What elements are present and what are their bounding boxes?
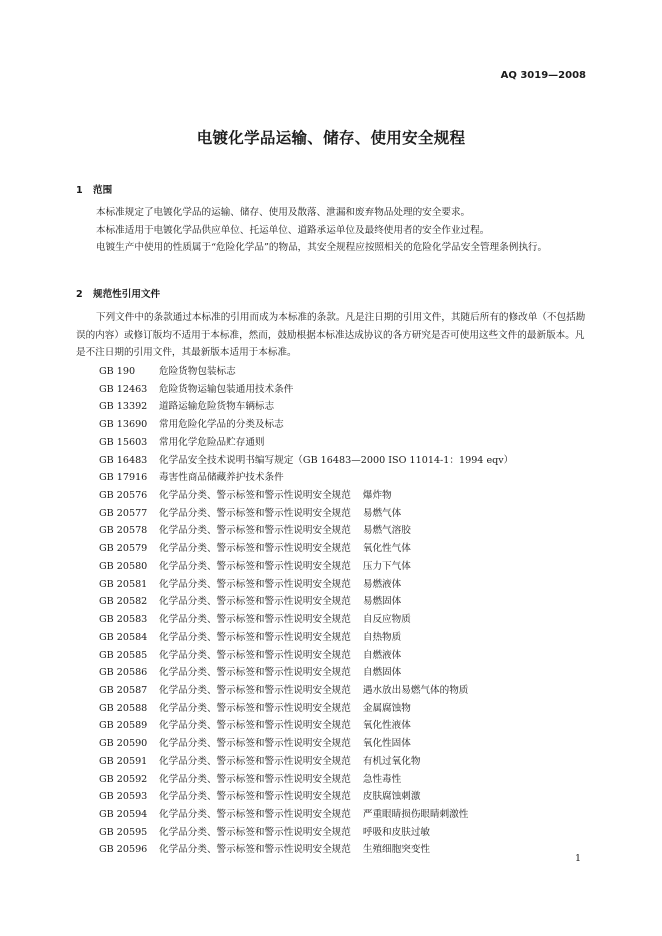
reference-item [99, 540, 579, 558]
reference-title: 化学品分类、警示标签和警示性说明安全规范 [159, 560, 351, 572]
reference-code: GB 20580 [99, 560, 148, 572]
reference-code: GB 17916 [99, 472, 148, 484]
reference-code: GB 20588 [99, 702, 148, 714]
reference-code: GB 20591 [99, 755, 148, 767]
reference-item [99, 505, 579, 523]
reference-item [99, 824, 579, 842]
reference-code: GB 15603 [99, 436, 148, 448]
reference-item [99, 469, 579, 487]
reference-item [99, 664, 579, 682]
reference-title: 化学品分类、警示标签和警示性说明安全规范 [159, 631, 351, 643]
paragraph: 下列文件中的条款通过本标准的引用而成为本标准的条款。凡是注日期的引用文件，其随后所有的修改单（不包括勘误的内容）或修订版均不适用于本标准，然而，鼓励根据本标准达成协议的各方研究是否可使用这些文件的最新版本。凡是不注日期的引用文件，其最新版本适用于本标准。 [76, 312, 586, 358]
reference-title: 道路运输危险货物车辆标志 [159, 401, 275, 413]
reference-subtitle: 急性毒性 [362, 773, 402, 785]
reference-title: 化学品分类、警示标签和警示性说明安全规范 [159, 791, 351, 803]
reference-subtitle: 有机过氧化物 [362, 755, 421, 767]
reference-item [99, 452, 579, 470]
reference-subtitle: 爆炸物 [362, 490, 392, 502]
reference-item [99, 788, 579, 806]
reference-item [99, 558, 579, 576]
reference-code: GB 20589 [99, 720, 148, 732]
reference-subtitle: 皮肤腐蚀刺激 [362, 791, 421, 803]
reference-title: 化学品分类、警示标签和警示性说明安全规范 [159, 507, 351, 519]
reference-title: 化学品分类、警示标签和警示性说明安全规范 [159, 490, 351, 502]
reference-subtitle: 氧化性液体 [362, 720, 411, 732]
reference-subtitle: 遇水放出易燃气体的物质 [362, 684, 469, 696]
reference-item [99, 841, 579, 859]
reference-subtitle: 氧化性气体 [362, 543, 411, 555]
reference-title: 化学品分类、警示标签和警示性说明安全规范 [159, 614, 351, 626]
reference-subtitle: 自燃液体 [362, 649, 402, 661]
reference-list [99, 363, 579, 859]
reference-item [99, 398, 579, 416]
reference-code: GB 20594 [99, 808, 148, 820]
reference-subtitle: 严重眼睛损伤眼睛刺激性 [362, 808, 469, 820]
reference-title: 化学品分类、警示标签和警示性说明安全规范 [159, 826, 351, 838]
reference-title: 常用危险化学品的分类及标志 [159, 419, 284, 431]
reference-subtitle: 易燃气体 [362, 507, 402, 519]
reference-title: 化学品分类、警示标签和警示性说明安全规范 [159, 773, 351, 785]
reference-item [99, 647, 579, 665]
reference-item [99, 363, 579, 381]
reference-code: GB 20593 [99, 791, 148, 803]
reference-code: GB 12463 [99, 383, 148, 395]
reference-code: GB 20576 [99, 490, 148, 502]
reference-code: GB 20583 [99, 614, 148, 626]
reference-code: GB 20596 [99, 844, 148, 856]
page-number: 1 [575, 853, 582, 864]
reference-title: 化学品分类、警示标签和警示性说明安全规范 [159, 808, 351, 820]
reference-item [99, 771, 579, 789]
reference-code: GB 20587 [99, 684, 148, 696]
reference-subtitle: 自燃固体 [362, 667, 402, 679]
reference-item [99, 753, 579, 771]
reference-item [99, 381, 579, 399]
reference-title: 化学品分类、警示标签和警示性说明安全规范 [159, 755, 351, 767]
reference-item [99, 522, 579, 540]
reference-subtitle: 生殖细胞突变性 [362, 844, 431, 856]
reference-subtitle: 自热物质 [362, 631, 402, 643]
section-title: 规范性引用文件 [93, 289, 161, 300]
reference-title: 化学品分类、警示标签和警示性说明安全规范 [159, 738, 351, 750]
section-body-scope [76, 204, 588, 257]
reference-title: 化学品分类、警示标签和警示性说明安全规范 [159, 684, 351, 696]
reference-item [99, 416, 579, 434]
reference-title: 毒害性商品储藏养护技术条件 [159, 472, 284, 484]
reference-code: GB 20595 [99, 826, 148, 838]
reference-code: GB 20584 [99, 631, 148, 643]
reference-code: GB 20579 [99, 543, 148, 555]
reference-title: 化学品分类、警示标签和警示性说明安全规范 [159, 578, 351, 590]
reference-item [99, 487, 579, 505]
reference-title: 化学品分类、警示标签和警示性说明安全规范 [159, 525, 351, 537]
paragraph: 本标准适用于电镀化学品供应单位、托运单位、道路承运单位及最终使用者的安全作业过程。 [96, 224, 490, 236]
reference-code: GB 16483 [99, 454, 148, 466]
reference-title: 化学品分类、警示标签和警示性说明安全规范 [159, 844, 351, 856]
reference-code: GB 13392 [99, 401, 148, 413]
section-number: 2 [76, 289, 83, 300]
reference-title: 化学品分类、警示标签和警示性说明安全规范 [159, 702, 351, 714]
reference-code: GB 190 [99, 366, 136, 377]
section-number: 1 [76, 185, 83, 196]
reference-title: 化学品分类、警示标签和警示性说明安全规范 [159, 649, 351, 661]
reference-subtitle: 易燃固体 [362, 596, 402, 608]
reference-subtitle: 氧化性固体 [362, 738, 411, 750]
reference-code: GB 20590 [99, 738, 148, 750]
reference-item [99, 700, 579, 718]
reference-title: 常用化学危险品贮存通则 [159, 436, 265, 448]
reference-item [99, 576, 579, 594]
reference-code: GB 20577 [99, 507, 148, 519]
reference-item [99, 806, 579, 824]
reference-title: 化学品安全技术说明书编写规定（GB 16483—2000 ISO 11014-1：1994 eqv） [159, 454, 514, 466]
reference-subtitle: 自反应物质 [362, 614, 411, 626]
reference-code: GB 20585 [99, 649, 148, 661]
reference-subtitle: 金属腐蚀物 [362, 702, 411, 714]
reference-title: 危险货物包装标志 [159, 366, 236, 377]
reference-subtitle: 易燃液体 [362, 578, 402, 590]
reference-item [99, 593, 579, 611]
reference-title: 危险货物运输包装通用技术条件 [159, 383, 294, 395]
reference-code: GB 20578 [99, 525, 148, 537]
reference-code: GB 20582 [99, 596, 148, 608]
reference-title: 化学品分类、警示标签和警示性说明安全规范 [159, 543, 351, 555]
reference-subtitle: 易燃气溶胶 [362, 525, 411, 537]
reference-subtitle: 压力下气体 [362, 560, 411, 572]
reference-title: 化学品分类、警示标签和警示性说明安全规范 [159, 596, 351, 608]
reference-item [99, 717, 579, 735]
reference-item [99, 682, 579, 700]
reference-item [99, 735, 579, 753]
reference-code: GB 20592 [99, 773, 148, 785]
section-title: 范围 [93, 185, 113, 196]
reference-code: GB 13690 [99, 419, 148, 431]
section-heading-normative-references [76, 286, 160, 300]
reference-subtitle: 呼吸和皮肤过敏 [362, 826, 431, 838]
reference-item [99, 629, 579, 647]
reference-title: 化学品分类、警示标签和警示性说明安全规范 [159, 667, 351, 679]
paragraph: 电镀生产中使用的性质属于“危险化学品”的物品，其安全规程应按照相关的危险化学品安全管理条例执行。 [96, 242, 548, 253]
document-title: 电镀化学品运输、储存、使用安全规程 [196, 129, 466, 147]
standard-code: AQ 3019—2008 [500, 70, 586, 81]
section-body-normative-references [76, 309, 588, 362]
paragraph: 本标准规定了电镀化学品的运输、储存、使用及散落、泄漏和废弃物品处理的安全要求。 [96, 207, 471, 218]
reference-item [99, 611, 579, 629]
reference-code: GB 20581 [99, 578, 148, 590]
reference-item [99, 434, 579, 452]
section-heading-scope [76, 182, 112, 196]
reference-title: 化学品分类、警示标签和警示性说明安全规范 [159, 720, 351, 732]
reference-code: GB 20586 [99, 667, 148, 679]
